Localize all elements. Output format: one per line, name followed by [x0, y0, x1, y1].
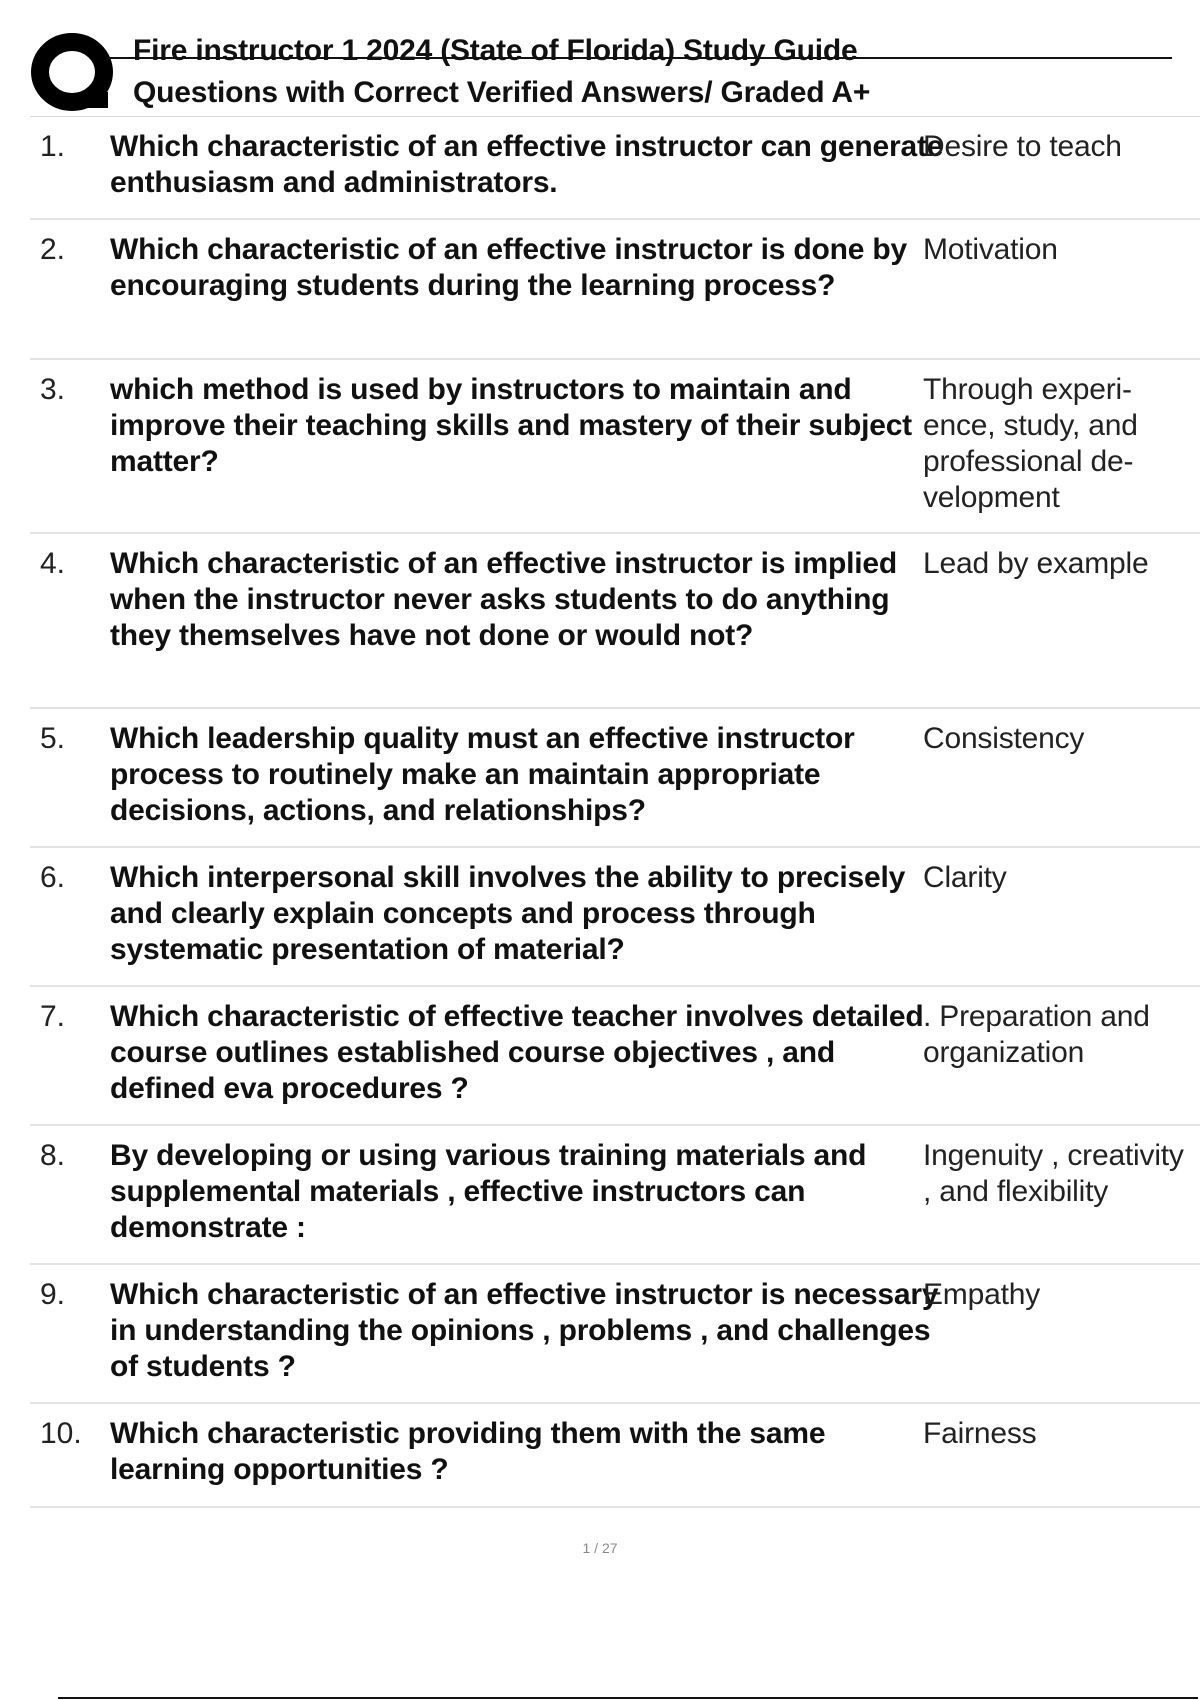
- qa-row-7: [30, 987, 1200, 1126]
- answer-text: Motivation: [923, 233, 1058, 266]
- question-answer-list: [30, 117, 1200, 1508]
- answer-text: Fairness: [923, 1417, 1037, 1450]
- qa-row-9: [30, 1265, 1200, 1404]
- answer-text: Empathy: [923, 1278, 1040, 1311]
- qa-row-2: [30, 220, 1200, 360]
- question-text: By developing or using various training materials and supplemental materials , effective instructors can demonstrate :: [110, 1139, 867, 1244]
- answer-text: . Preparation and organization: [923, 1000, 1150, 1069]
- question-number: 2.: [40, 233, 66, 266]
- question-text: Which characteristic of an effective instructor is implied when the instructor never asks students to do anything they themselves have not done or would not?: [110, 547, 897, 652]
- question-number: 3.: [40, 373, 66, 406]
- question-number: 5.: [40, 722, 66, 755]
- answer-text: Consistency: [923, 722, 1085, 755]
- qa-row-3: [30, 360, 1200, 534]
- question-text: Which leadership quality must an effective instructor process to routinely make an maintain appropriate decisions, actions, and relationships?: [110, 722, 855, 827]
- question-text: Which characteristic of an effective instructor is done by encouraging students during the learning process?: [110, 233, 907, 302]
- answer-text: Clarity: [923, 861, 1007, 894]
- document-title-line-2: Questions with Correct Verified Answers/ Graded A+: [133, 76, 871, 109]
- question-number: 9.: [40, 1278, 66, 1311]
- answer-text: Lead by example: [923, 547, 1149, 580]
- q-logo-icon: [30, 32, 114, 116]
- answer-text: Ingenuity , creativity , and flexibility: [923, 1139, 1184, 1208]
- qa-row-4: [30, 534, 1200, 709]
- page-indicator: 1 / 27: [582, 1540, 618, 1556]
- question-number: 6.: [40, 861, 66, 894]
- question-number: 4.: [40, 547, 66, 580]
- question-text: Which characteristic of effective teacher involves detailed course outlines established course objectives , and defined eva procedures ?: [110, 1000, 924, 1105]
- document-title-line-1: Fire instructor 1 2024 (State of Florida) Study Guide: [133, 34, 858, 67]
- answer-text: Desire to teach: [923, 130, 1122, 163]
- footer-rule: [58, 1697, 1198, 1699]
- document-header: [30, 30, 1140, 116]
- question-number: 1.: [40, 130, 66, 163]
- qa-row-5: [30, 709, 1200, 848]
- qa-row-6: [30, 848, 1200, 987]
- question-number: 7.: [40, 1000, 66, 1033]
- question-text: Which characteristic of an effective instructor can generate enthusiasm and administrators.: [110, 130, 944, 199]
- qa-row-10: [30, 1404, 1200, 1508]
- question-number: 10.: [40, 1417, 82, 1450]
- answer-text: Through experience, study, and professional development: [923, 373, 1138, 514]
- question-text: Which characteristic of an effective instructor is necessary in understanding the opinions , problems , and challenges of students ?: [110, 1278, 939, 1383]
- question-number: 8.: [40, 1139, 66, 1172]
- question-text: Which interpersonal skill involves the ability to precisely and clearly explain concepts and process through systematic presentation of material?: [110, 861, 906, 966]
- question-text: Which characteristic providing them with the same learning opportunities ?: [110, 1417, 826, 1486]
- qa-row-1: [30, 117, 1200, 220]
- question-text: which method is used by instructors to maintain and improve their teaching skills and mastery of their subject matter?: [110, 373, 912, 478]
- qa-row-8: [30, 1126, 1200, 1265]
